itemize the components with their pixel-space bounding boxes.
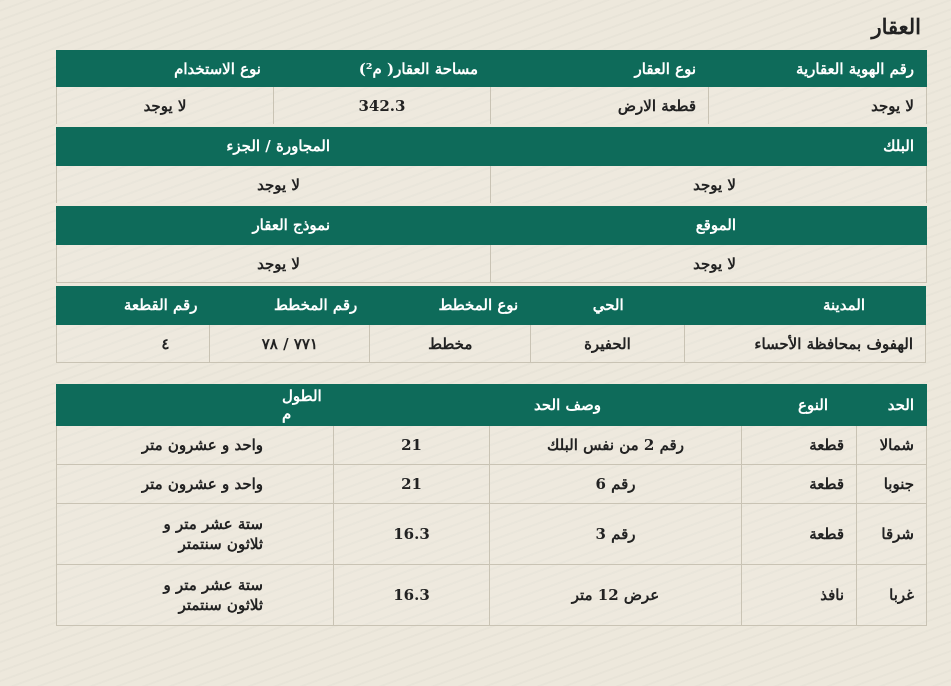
length-cell: 16.3: [334, 565, 490, 626]
header-cell: رقم الهوية العقارية: [709, 51, 927, 87]
header-cell: الحد: [857, 385, 927, 426]
type-cell: قطعة: [742, 465, 857, 504]
header-cell: نموذج العقار: [57, 205, 491, 245]
length-text-cell: واحد و عشرون متر: [57, 465, 334, 504]
length-cell: 16.3: [334, 504, 490, 565]
length-cell: 21: [334, 426, 490, 465]
value-cell: لا يوجد: [491, 166, 927, 205]
header-cell: الحي: [531, 285, 684, 325]
header-cell: وصف الحد: [334, 385, 742, 426]
value-cell: لا يوجد: [491, 245, 927, 283]
header-row: [57, 205, 927, 245]
table-row: [57, 504, 927, 565]
value-cell: ٧٧١ / ٧٨: [210, 325, 370, 363]
value-cell: قطعة الارض: [491, 87, 709, 126]
header-row: [57, 126, 927, 166]
header-cell: مساحة العقار( م²): [274, 51, 491, 87]
value-cell: لا يوجد: [57, 87, 274, 126]
header-row: [57, 385, 927, 426]
length-cell: 21: [334, 465, 490, 504]
header-cell: المدينة: [684, 285, 925, 325]
header-row: [57, 51, 927, 87]
length-text-cell: ستة عشر متر و ثلاثون سنتمتر: [57, 565, 334, 626]
value-row: [57, 87, 927, 126]
type-cell: نافذ: [742, 565, 857, 626]
header-cell: الموقع: [491, 205, 927, 245]
location-table: [56, 283, 926, 363]
property-info-table: [56, 50, 927, 283]
header-cell: البلك: [491, 126, 927, 166]
header-cell: نوع المخطط: [370, 285, 531, 325]
header-cell: نوع الاستخدام: [57, 51, 274, 87]
header-cell: نوع العقار: [491, 51, 709, 87]
desc-cell: عرض 12 متر: [490, 565, 742, 626]
table-row: [57, 465, 927, 504]
type-cell: قطعة: [742, 426, 857, 465]
page-title: العقار: [871, 14, 921, 39]
desc-cell: رقم 6: [490, 465, 742, 504]
header-cell: رقم القطعة: [57, 285, 210, 325]
side-cell: جنوبا: [857, 465, 927, 504]
header-cell: المجاورة / الجزء: [57, 126, 491, 166]
length-text-cell: ستة عشر متر و ثلاثون سنتمتر: [57, 504, 334, 565]
value-cell: الحفيرة: [531, 325, 684, 363]
desc-cell: رقم 2 من نفس البلك: [490, 426, 742, 465]
side-cell: شرقا: [857, 504, 927, 565]
value-cell: لا يوجد: [709, 87, 927, 126]
value-row: [57, 325, 926, 363]
value-row: [57, 166, 927, 205]
value-cell: لا يوجد: [57, 245, 491, 283]
header-cell: رقم المخطط: [210, 285, 370, 325]
side-cell: غربا: [857, 565, 927, 626]
table-row: [57, 426, 927, 465]
value-cell: لا يوجد: [57, 166, 491, 205]
boundaries-table: [56, 384, 927, 626]
length-text-cell: واحد و عشرون متر: [57, 426, 334, 465]
value-cell: مخطط: [370, 325, 531, 363]
table-row: [57, 565, 927, 626]
header-row: [57, 285, 926, 325]
header-cell: النوع: [742, 385, 857, 426]
value-cell: ٤: [57, 325, 210, 363]
type-cell: قطعة: [742, 504, 857, 565]
side-cell: شمالا: [857, 426, 927, 465]
header-cell: الطول م: [57, 385, 334, 426]
desc-cell: رقم 3: [490, 504, 742, 565]
value-cell: الهفوف بمحافظة الأحساء: [684, 325, 925, 363]
value-cell: 342.3: [274, 87, 491, 126]
value-row: [57, 245, 927, 283]
